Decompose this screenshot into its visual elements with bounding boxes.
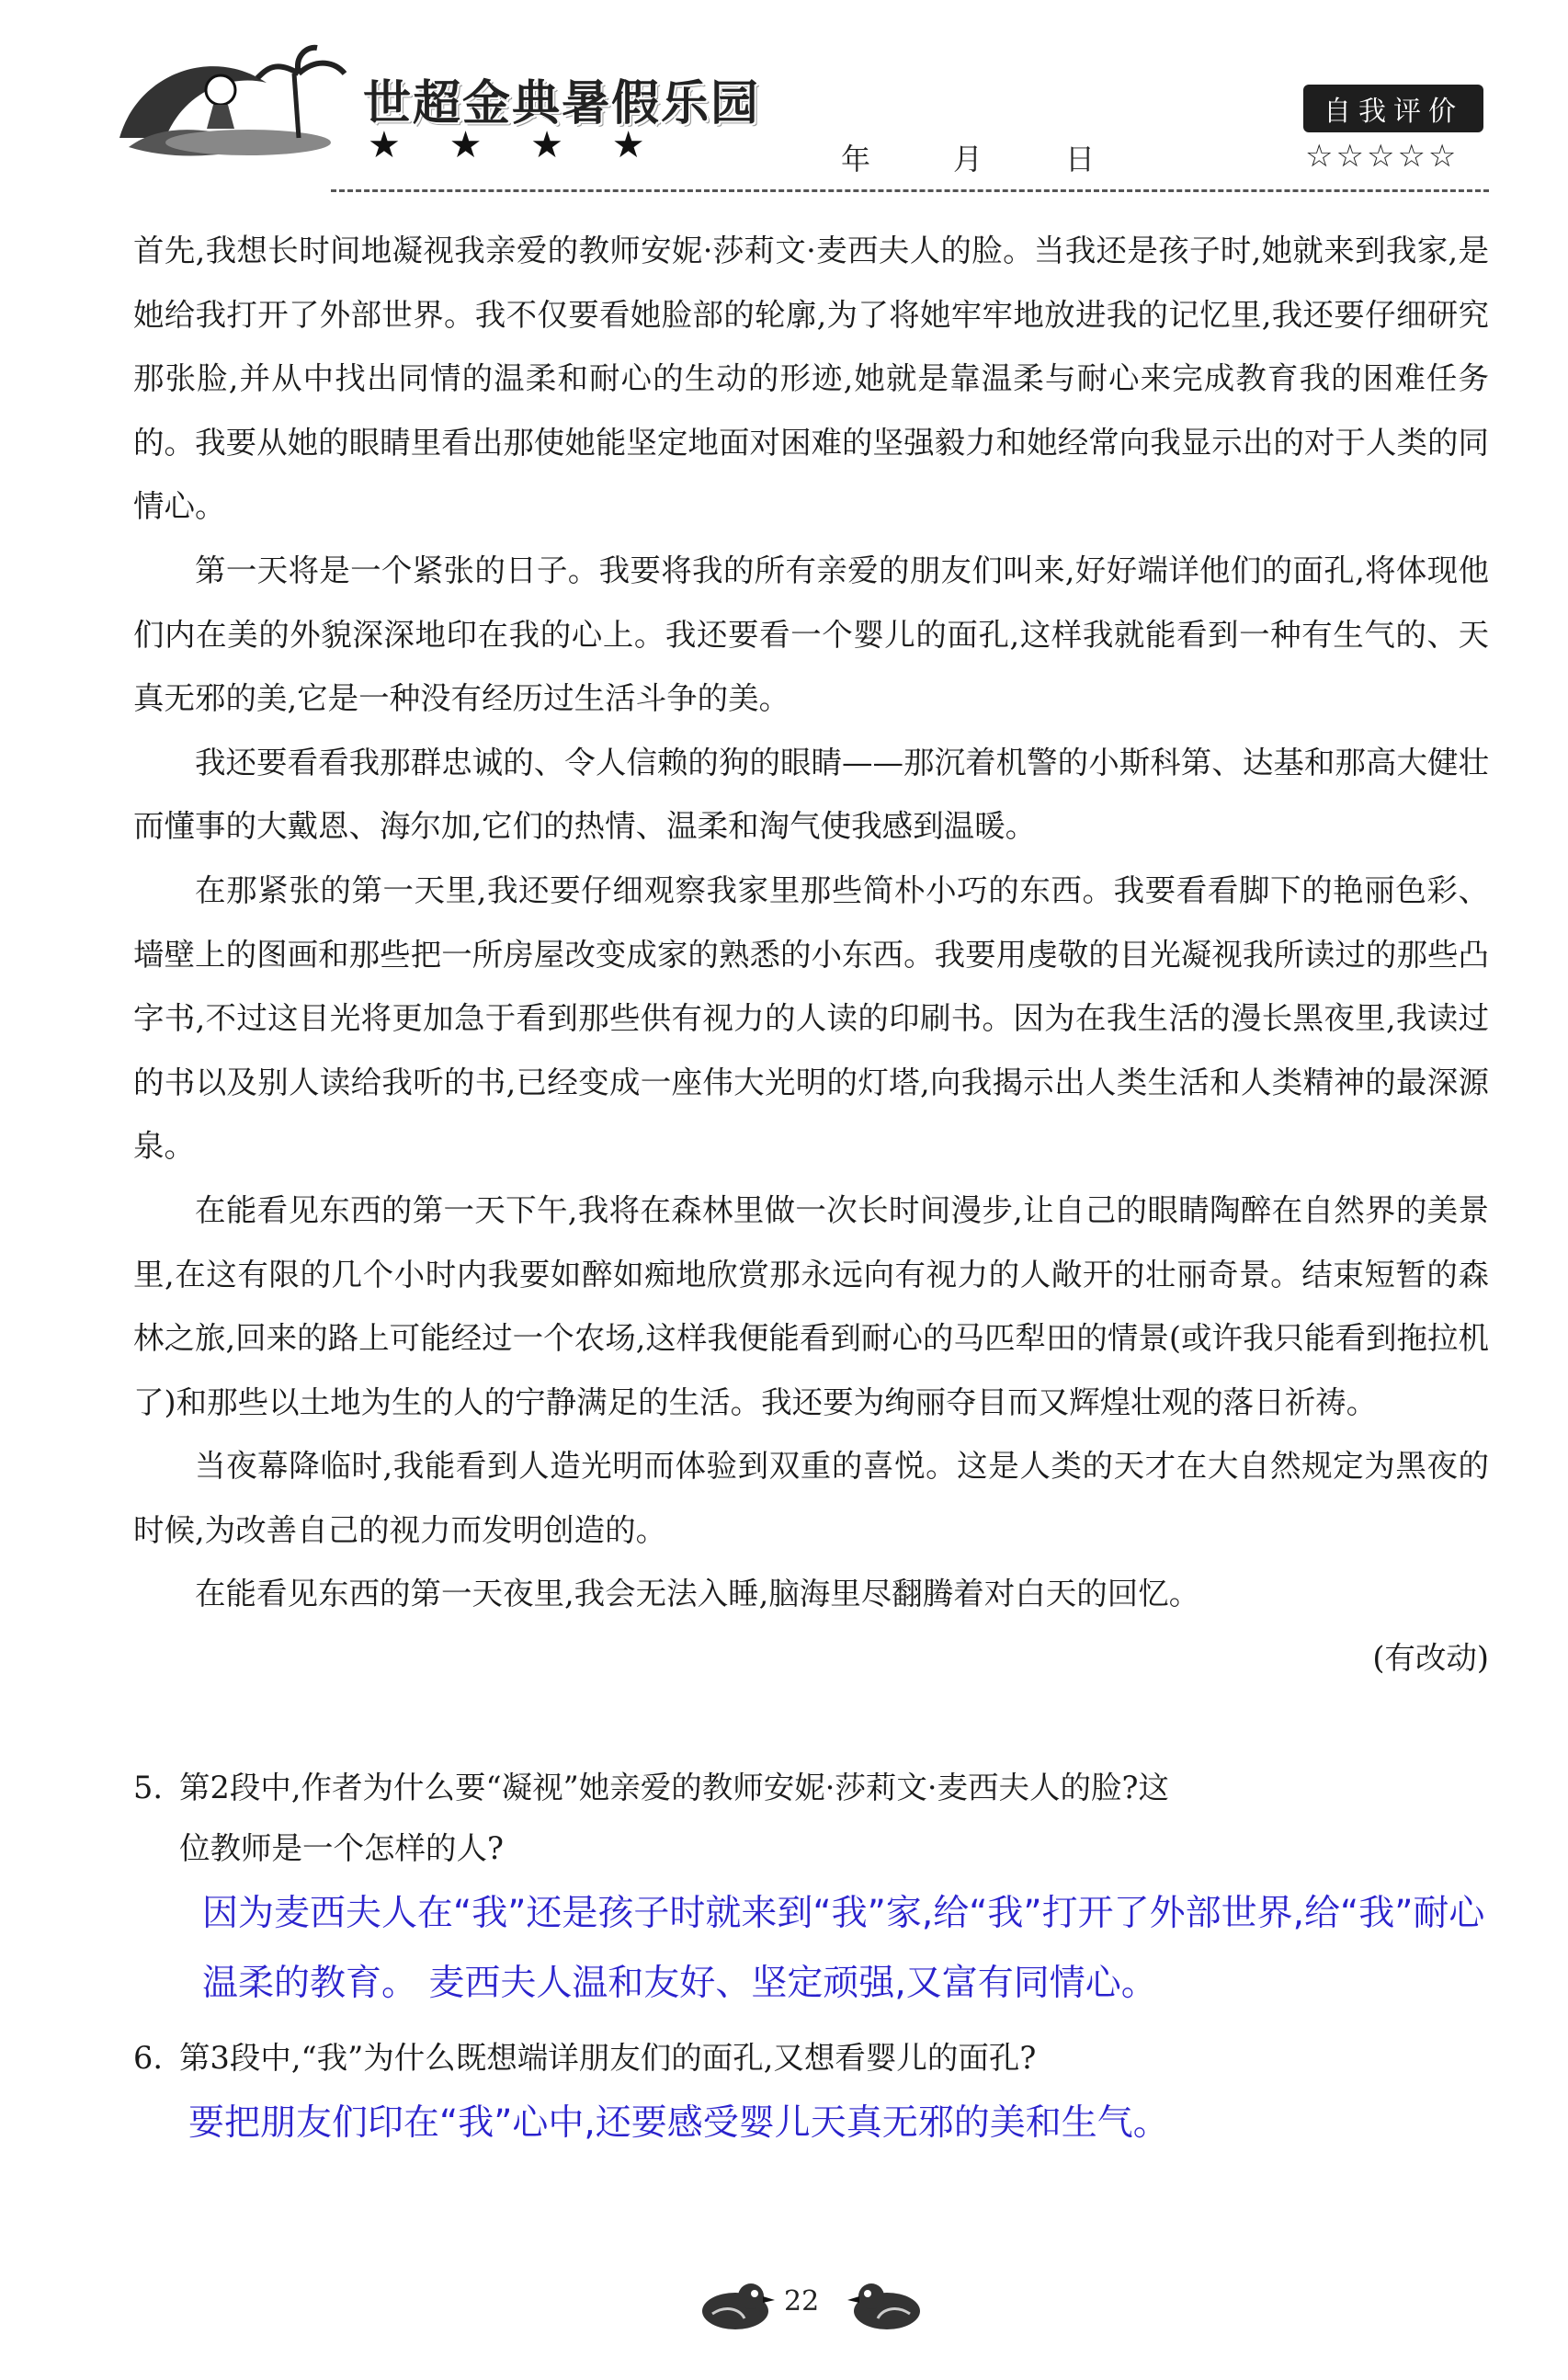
question-text-continued: 位教师是一个怎样的人? [179,1830,504,1866]
header-divider [331,189,1489,192]
date-fields [841,136,1095,178]
question-text: 第3段中,“我”为什么既想端详朋友们的面孔,又想看婴儿的面孔? [179,2040,1037,2076]
surfing-boy-logo-icon [110,37,386,175]
question-6 [133,2028,1503,2089]
question-text: 第2段中,作者为什么要“凝视”她亲爱的教师安妮·莎莉文·麦西夫人的脸?这 [179,1770,1169,1805]
page-header [0,0,1568,198]
self-evaluation-stars: ☆☆☆☆☆ [1305,138,1460,175]
passage-paragraph: 在能看见东西的第一天夜里,我会无法入睡,脑海里尽翻腾着对白天的回忆。 [195,1576,1200,1612]
passage-paragraph: 第一天将是一个紧张的日子。我要将我的所有亲爱的朋友们叫来,好好端详他们的面孔,将体现他们内在美的外貌深深地印在我的心上。我还要看一个婴儿的面孔,这样我就能看到一种有生气的、天真无邪的美,它是一种没有经历过生活斗争的美。 [133,552,1489,717]
passage-paragraph: 我还要看看我那群忠诚的、令人信赖的狗的眼睛——那沉着机警的小斯科第、达基和那高大健壮而懂事的大戴恩、海尔加,它们的热情、温柔和淘气使我感到温暖。 [133,744,1489,845]
passage-paragraph: 在那紧张的第一天里,我还要仔细观察我家里那些简朴小巧的东西。我要看看脚下的艳丽色彩、墙壁上的图画和那些把一所房屋改变成家的熟悉的小东西。我要用虔敬的目光凝视我所读过的那些凸字书,不过这目光将更加急于看到那些供有视力的人读的印刷书。因为在我生活的漫长黑夜里,我读过的书以及别人读给我听的书,已经变成一座伟大光明的灯塔,向我揭示出人类生活和人类精神的最深源泉。 [133,871,1489,1165]
page-footer [694,2263,933,2355]
date-month-label: 月 [953,142,983,177]
source-note: (有改动) [1372,1640,1489,1677]
date-day-label: 日 [1065,142,1096,177]
right-bird-icon [846,2272,928,2337]
question-section [133,1758,1503,2158]
reading-passage [133,219,1489,1691]
page-number: 22 [784,2285,820,2317]
question-number: 6. [133,2040,163,2076]
passage-paragraph: 当夜幕降临时,我能看到人造光明而体验到双重的喜悦。这是人类的天才在大自然规定为黑夜的时候,为改善自己的视力而发明创造的。 [133,1448,1489,1548]
self-evaluation-badge: 自我评价 [1303,85,1483,132]
passage-paragraph: 首先,我想长时间地凝视我亲爱的教师安妮·莎莉文·麦西夫人的脸。当我还是孩子时,她就来到我家,是她给我打开了外部世界。我不仅要看她脸部的轮廓,为了将她牢牢地放进我的记忆里,我还要仔细研究那张脸,并从中找出同情的温柔和耐心的生动的形迹,她就是靠温柔与耐心来完成教育我的困难任务的。我要从她的眼睛里看出那使她能坚定地面对困难的坚强毅力和她经常向我显示出的对于人类的同情心。 [133,233,1489,525]
handwritten-answer-5: 因为麦西夫人在“我”还是孩子时就来到“我”家,给“我”打开了外部世界,给“我”耐心温柔的教育。 麦西夫人温和友好、坚定顽强,又富有同情心。 [202,1893,1485,2004]
question-5 [133,1758,1503,1879]
passage-paragraph: 在能看见东西的第一天下午,我将在森林里做一次长时间漫步,让自己的眼睛陶醉在自然界的美景里,在这有限的几个小时内我要如醉如痴地欣赏那永远向有视力的人敞开的壮丽奇景。结束短暂的森林之旅,回来的路上可能经过一个农场,这样我便能看到耐心的马匹犁田的情景(或许我只能看到拖拉机了)和那些以土地为生的人的宁静满足的生活。我还要为绚丽夺目而又辉煌壮观的落日祈祷。 [133,1191,1489,1420]
series-title: 世超金典暑假乐园 [363,76,761,131]
date-year-label: 年 [841,142,871,177]
handwritten-answer-6: 要把朋友们印在“我”心中,还要感受婴儿天真无邪的美和生气。 [188,2102,1169,2144]
decorative-stars: ★ ★ ★ ★ [368,124,664,166]
left-bird-icon [694,2272,777,2337]
question-number: 5. [133,1770,163,1805]
